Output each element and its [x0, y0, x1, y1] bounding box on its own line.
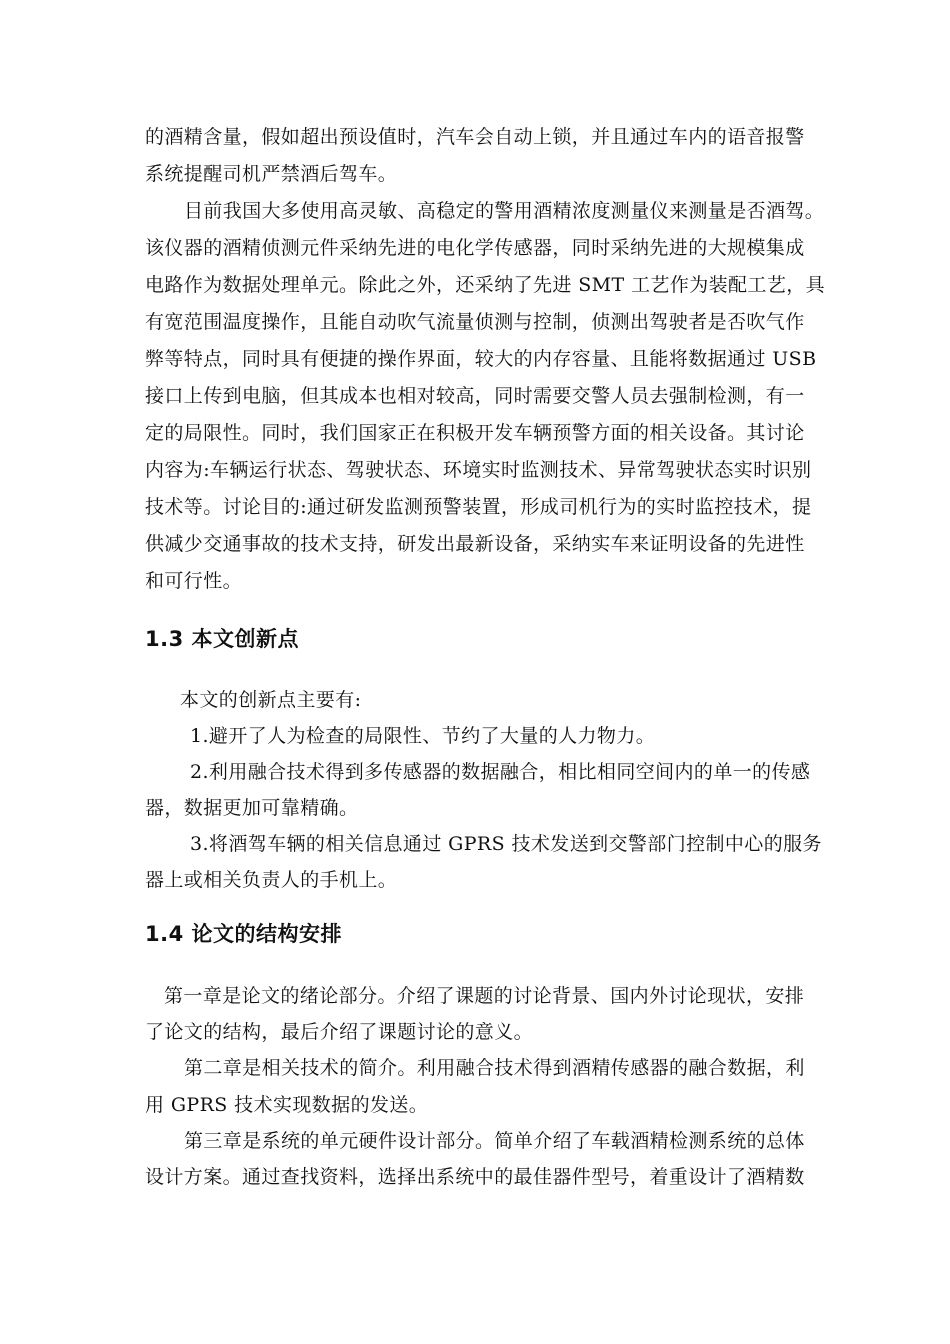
section-1-3-item-3-line-1: 3.将酒驾车辆的相关信息通过 GPRS 技术发送到交警部门控制中心的服务: [190, 833, 822, 855]
paragraph-2-line-4: 有宽范围温度操作，且能自动吹气流量侦测与控制，侦测出驾驶者是否吹气作: [145, 311, 805, 333]
chapter-3-line-2: 设计方案。通过查找资料，选择出系统中的最佳器件型号，着重设计了酒精数: [145, 1166, 805, 1188]
paragraph-2-line-6: 接口上传到电脑，但其成本也相对较高，同时需要交警人员去强制检测，有一: [145, 385, 805, 407]
section-1-3-heading: 1.3 本文创新点: [145, 627, 300, 651]
paragraph-2-line-2: 该仪器的酒精侦测元件采纳先进的电化学传感器，同时采纳先进的大规模集成: [145, 237, 805, 259]
paragraph-2-line-3: 电路作为数据处理单元。除此之外，还采纳了先进 SMT 工艺作为装配工艺，具: [145, 274, 826, 296]
paragraph-1-line-1: 的酒精含量，假如超出预设值时，汽车会自动上锁，并且通过车内的语音报警: [145, 126, 805, 148]
section-1-3-item-3-line-2: 器上或相关负责人的手机上。: [145, 869, 398, 891]
section-1-4-heading: 1.4 论文的结构安排: [145, 922, 343, 946]
chapter-1-line-1: 第一章是论文的绪论部分。介绍了课题的讨论背景、国内外讨论现状，安排: [164, 985, 805, 1007]
chapter-3-line-1: 第三章是系统的单元硬件设计部分。简单介绍了车载酒精检测系统的总体: [184, 1130, 805, 1152]
paragraph-2-line-5: 弊等特点，同时具有便捷的操作界面，较大的内存容量、且能将数据通过 USB: [145, 348, 817, 370]
section-1-3-intro: 本文的创新点主要有:: [180, 689, 362, 711]
paragraph-1-line-2: 系统提醒司机严禁酒后驾车。: [145, 163, 398, 185]
paragraph-2-line-7: 定的局限性。同时，我们国家正在积极开发车辆预警方面的相关设备。其讨论: [145, 422, 805, 444]
chapter-2-line-2: 用 GPRS 技术实现数据的发送。: [145, 1094, 429, 1116]
paragraph-2-line-10: 供减少交通事故的技术支持，研发出最新设备，采纳实车来证明设备的先进性: [145, 533, 805, 555]
paragraph-2-line-11: 和可行性。: [145, 570, 243, 592]
section-1-3-item-2-line-1: 2.利用融合技术得到多传感器的数据融合，相比相同空间内的单一的传感: [190, 761, 811, 783]
paragraph-2-line-9: 技术等。讨论目的:通过研发监测预警装置，形成司机行为的实时监控技术，提: [145, 496, 812, 518]
chapter-2-line-1: 第二章是相关技术的简介。利用融合技术得到酒精传感器的融合数据，利: [184, 1057, 805, 1079]
section-1-3-item-2-line-2: 器，数据更加可靠精确。: [145, 797, 359, 819]
paragraph-2-line-8: 内容为:车辆运行状态、驾驶状态、环境实时监测技术、异常驾驶状态实时识别: [145, 459, 812, 481]
chapter-1-line-2: 了论文的结构，最后介绍了课题讨论的意义。: [145, 1021, 534, 1043]
section-1-3-item-1: 1.避开了人为检查的局限性、节约了大量的人力物力。: [190, 725, 656, 747]
paragraph-2-line-1: 目前我国大多使用高灵敏、高稳定的警用酒精浓度测量仪来测量是否酒驾。: [184, 200, 825, 222]
